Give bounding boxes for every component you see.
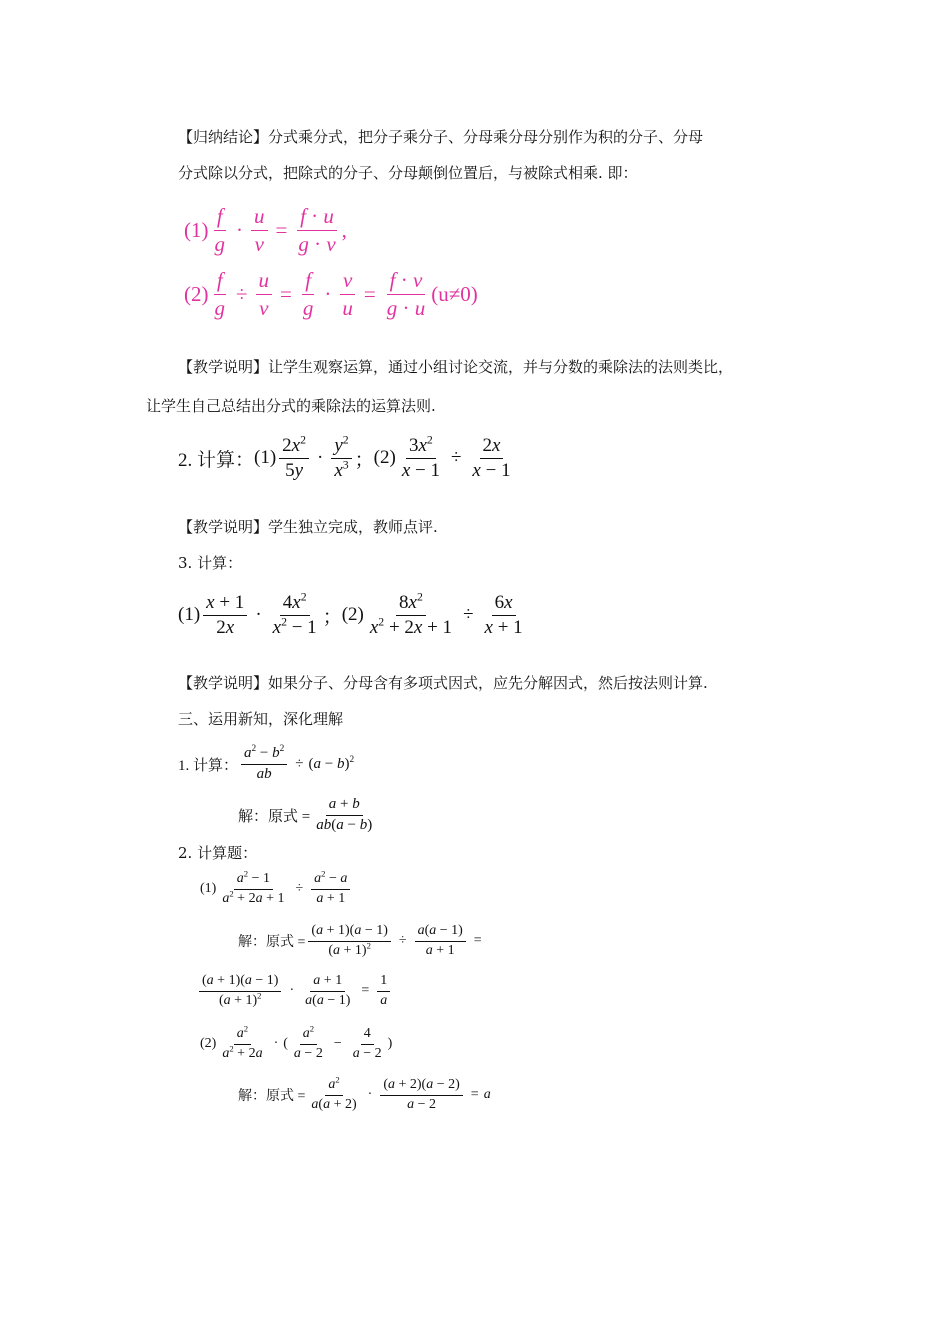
fraction: $\frac{f \cdot u}{g \cdot v}$: [298, 204, 336, 256]
ex1-prefix: 1. 计算：: [178, 757, 239, 774]
example-2-part-2: (2) $\frac{a^2}{a^2 + 2a}$ · ( $\frac{a^2}{a - 2}$ − $\frac{4}{a - 2}$ ): [200, 1023, 393, 1061]
example-1: 1. 计算： $\frac{a^2 - b^2}{ab}$ ÷ $(a - b)^2$: [178, 744, 355, 782]
summary-line-1: 【归纳结论】分式乘分式，把分子乘分子、分母乘分母分别作为积的分子、分母: [178, 128, 704, 146]
fraction: $\frac{v}{u}$: [339, 268, 356, 319]
problem-2: 2. 计算： (1) $\frac{2x^2}{5y}$ · $\frac{y^2}{x^3}$ ； (2) $\frac{3x^2}{x - 1}$ ÷ $\frac{2x}{x - 1}$: [178, 433, 511, 481]
problem3-prefix: 3. 计算：: [178, 554, 243, 572]
fraction: $\frac{f}{g}$: [214, 204, 225, 256]
problem2-prefix: 2. 计算：: [178, 449, 255, 471]
rule1-label: (1): [184, 217, 209, 242]
section-heading: 三、运用新知，深化理解: [178, 710, 344, 728]
example-2-part-2-solution: 解：原式 = $\frac{a^2}{a(a + 2)}$ · $\frac{(a + 2)(a - 2)}{a - 2}$ = a: [238, 1074, 491, 1112]
rule2-label: (2): [184, 281, 209, 306]
fraction: $\frac{f}{g}$: [302, 268, 314, 320]
example-2-part-1: (1) $\frac{a^2 - 1}{a^2 + 2a + 1}$ ÷ $\frac{a^2 - a}{a + 1}$: [200, 866, 353, 912]
problem-3: (1) $\frac{x + 1}{2x}$ · $\frac{4x^2}{x^2 - 1}$ ； (2) $\frac{8x^2}{x^2 + 2x + 1}$ ÷ $\frac{6x}{x + 1}$: [178, 590, 523, 638]
summary-line-2: 分式除以分式，把除式的分子、分母颠倒位置后，与被除式相乘. 即：: [178, 164, 638, 182]
fraction: $\frac{u}{v}$: [256, 268, 273, 319]
ex2-prefix: 2. 计算题：: [178, 844, 258, 862]
rule-division: (2) $\frac{f}{g}$ ÷ $\frac{u}{v}$ = $\frac{f}{g}$ · $\frac{v}{u}$ = $\frac{f \cdot v}{g \cdot u}$ (u≠0): [184, 268, 478, 320]
rule2-condition: (u≠0): [431, 281, 478, 306]
example-2-part-1-solution-cont: $\frac{(a + 1)(a - 1)}{(a + 1)^2}$ · $\frac{a + 1}{a(a - 1)}$ = $\frac{1}{a}$: [196, 968, 393, 1014]
fraction: $\frac{f}{g}$: [214, 268, 225, 320]
note1-line-2: 让学生自己总结出分式的乘除法的运算法则.: [146, 397, 436, 415]
example-1-solution: 解：原式 = $\frac{a + b}{ab(a - b)}$: [238, 796, 373, 833]
example-2-part-1-solution: 解：原式 = $\frac{(a + 1)(a - 1)}{(a + 1)^2}$ ÷ $\frac{a(a - 1)}{a + 1}$ =: [238, 923, 482, 958]
note1-line-1: 【教学说明】让学生观察运算，通过小组讨论交流，并与分数的乘除法的法则类比，: [178, 358, 734, 376]
note3: 【教学说明】如果分子、分母含有多项式因式，应先分解因式，然后按法则计算.: [178, 674, 708, 692]
fraction: $\frac{f \cdot v}{g \cdot u}$: [386, 268, 426, 320]
note2: 【教学说明】学生独立完成，教师点评.: [178, 518, 438, 536]
fraction: $\frac{u}{v}$: [251, 204, 268, 255]
rule-multiplication: (1) $\frac{f}{g}$ · $\frac{u}{v}$ = $\frac{f \cdot u}{g \cdot v}$ ,: [184, 204, 347, 256]
